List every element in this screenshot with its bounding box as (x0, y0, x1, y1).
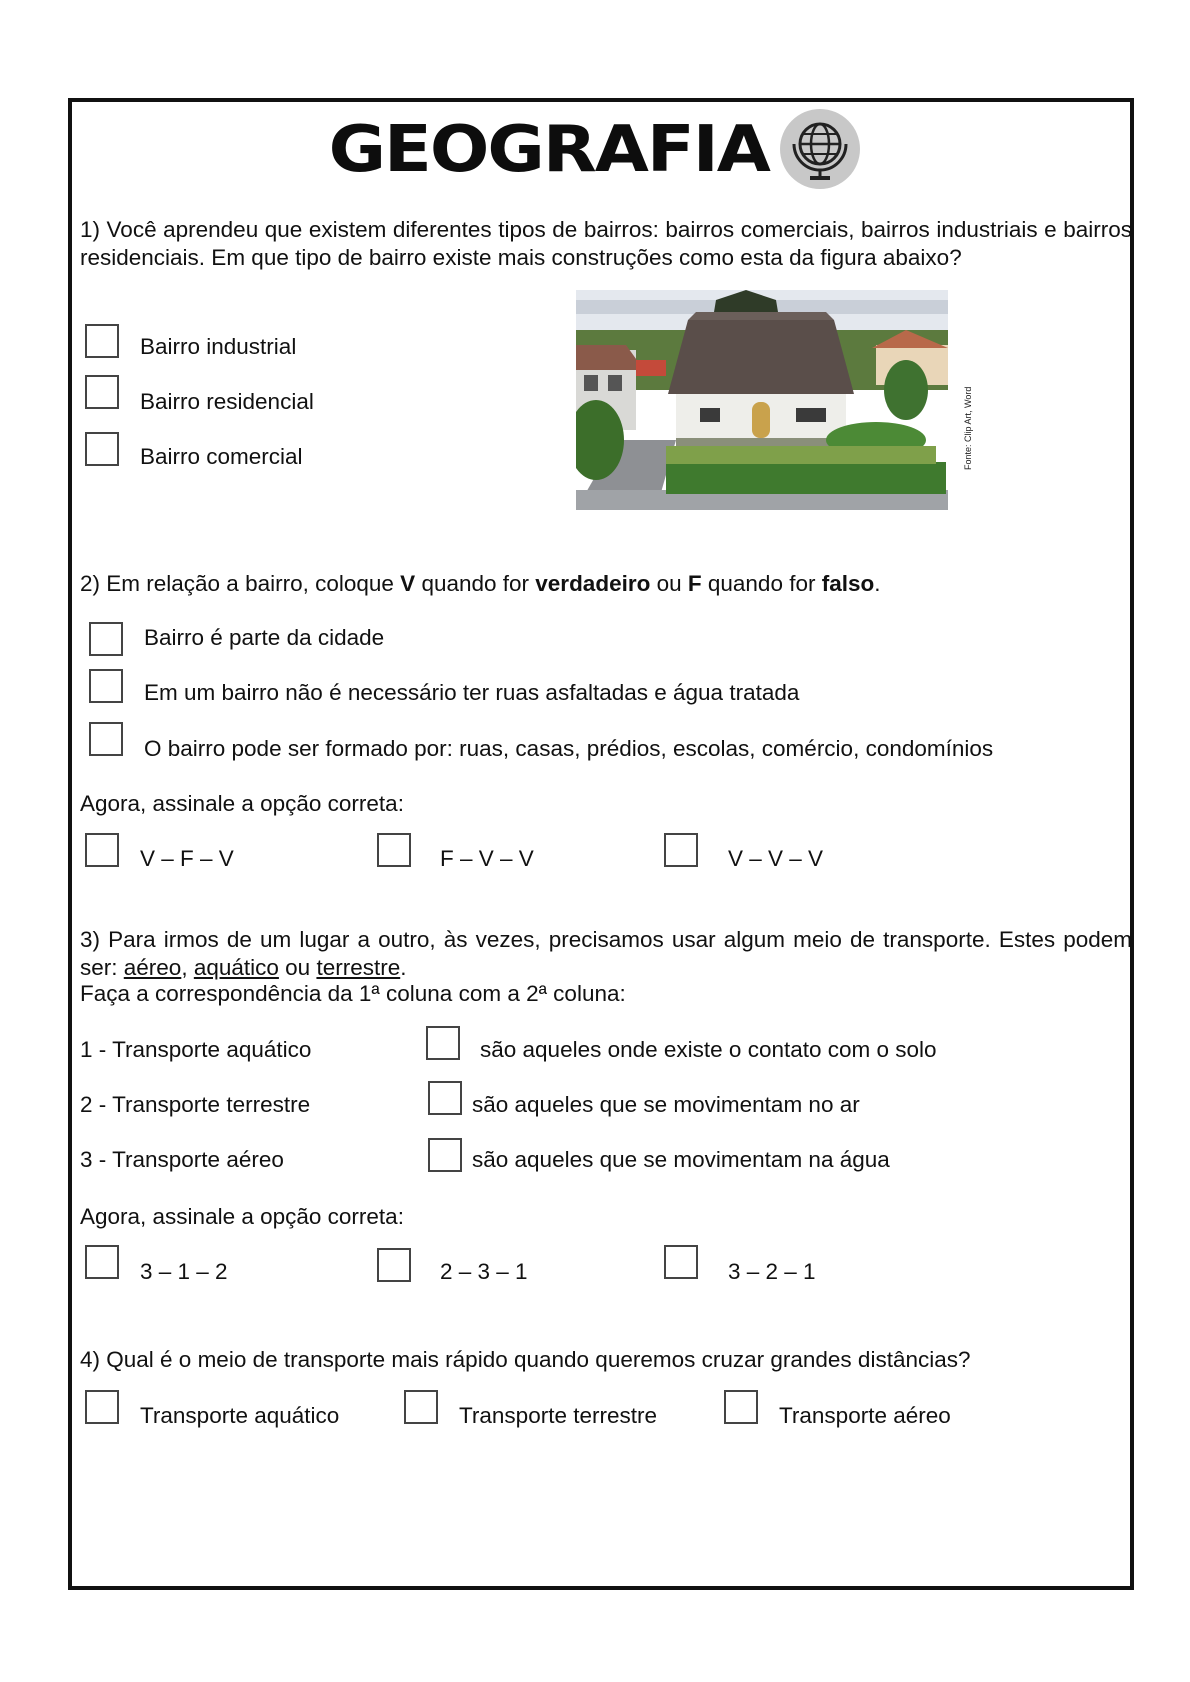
q3-match-1-box[interactable] (426, 1026, 460, 1060)
title-block (0, 108, 1190, 190)
q3-column1-item-1: 1 - Transporte aquático (80, 1037, 312, 1062)
q2-statement-1: Bairro é parte da cidade (144, 625, 385, 650)
q2-choice-3-box[interactable] (664, 833, 698, 867)
question-4-text: 4) Qual é o meio de transporte mais rápido quando queremos cruzar grandes distâncias? (80, 1347, 971, 1372)
q3-column2-item-1: são aqueles onde existe o contato com o solo (480, 1037, 937, 1062)
q2-statement-2: Em um bairro não é necessário ter ruas asfaltadas e água tratada (144, 680, 800, 705)
q4-option-1: Transporte aquático (140, 1403, 340, 1428)
q1-option-industrial: Bairro industrial (140, 334, 297, 359)
q3-choice-1-box[interactable] (85, 1245, 119, 1279)
q3-column2-item-3: são aqueles que se movimentam na água (472, 1147, 890, 1172)
q3-match-3-box[interactable] (428, 1138, 462, 1172)
question-2-text: 2) Em relação a bairro, coloque V quando for verdadeiro ou F quando for falso. (80, 571, 881, 596)
globe-icon (779, 108, 861, 190)
q2-choice-2-box[interactable] (377, 833, 411, 867)
q3-column1-item-2: 2 - Transporte terrestre (80, 1092, 311, 1117)
q4-option-2-box[interactable] (404, 1390, 438, 1424)
q1-checkbox-industrial[interactable] (85, 324, 119, 358)
q1-checkbox-comercial[interactable] (85, 432, 119, 466)
q3-choice-2-box[interactable] (377, 1248, 411, 1282)
q1-checkbox-residencial[interactable] (85, 375, 119, 409)
q4-option-3: Transporte aéreo (779, 1403, 951, 1428)
q3-choice-3-box[interactable] (664, 1245, 698, 1279)
image-credit: Fonte: Clip Art, Word (963, 386, 973, 470)
q2-choice-3: V – V – V (728, 846, 824, 871)
q2-choice-1-box[interactable] (85, 833, 119, 867)
q1-option-residencial: Bairro residencial (140, 389, 314, 414)
q2-prompt: Agora, assinale a opção correta: (80, 791, 404, 816)
q2-statement-3: O bairro pode ser formado por: ruas, casas, prédios, escolas, comércio, condomínios (144, 736, 994, 761)
q2-choice-2: F – V – V (440, 846, 534, 871)
q3-choice-2: 2 – 3 – 1 (440, 1259, 528, 1284)
q3-match-2-box[interactable] (428, 1081, 462, 1115)
q2-statement-3-box[interactable] (89, 722, 123, 756)
q1-option-comercial: Bairro comercial (140, 444, 303, 469)
q2-statement-1-box[interactable] (89, 622, 123, 656)
q3-choice-3: 3 – 2 – 1 (728, 1259, 816, 1284)
q4-option-2: Transporte terrestre (459, 1403, 657, 1428)
page-title: GEOGRAFIA (328, 111, 769, 187)
q3-prompt: Agora, assinale a opção correta: (80, 1204, 404, 1229)
q3-choice-1: 3 – 1 – 2 (140, 1259, 228, 1284)
q3-column1-item-3: 3 - Transporte aéreo (80, 1147, 284, 1172)
q3-instruction: Faça a correspondência da 1ª coluna com a 2ª coluna: (80, 981, 626, 1006)
question-1-text: 1) Você aprendeu que existem diferentes tipos de bairros: bairros comerciais, bairros industriais e bairros residenciais. Em que tipo de bairro existe mais construções como esta da figura abaixo? (80, 217, 1132, 270)
question-3-text: 3) Para irmos de um lugar a outro, às vezes, precisamos usar algum meio de transporte. Estes podem ser: aéreo, aquático ou terrestre. (80, 927, 1132, 980)
q2-statement-2-box[interactable] (89, 669, 123, 703)
q4-option-1-box[interactable] (85, 1390, 119, 1424)
q4-option-3-box[interactable] (724, 1390, 758, 1424)
q3-column2-item-2: são aqueles que se movimentam no ar (472, 1092, 860, 1117)
q2-choice-1: V – F – V (140, 846, 234, 871)
house-photo (576, 290, 948, 510)
